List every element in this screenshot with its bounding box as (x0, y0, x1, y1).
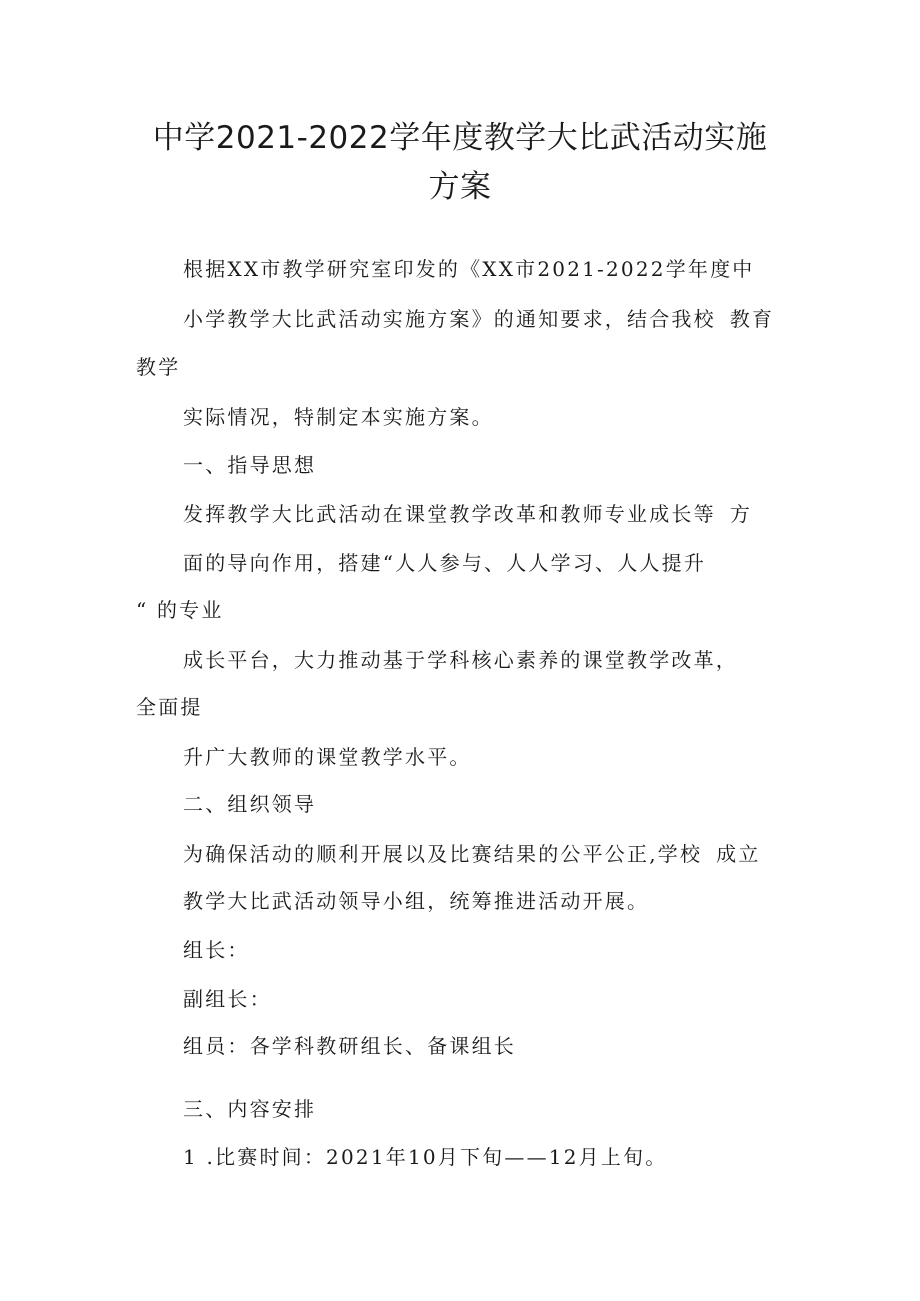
paragraph-line: 教学大比武活动领导小组，统筹推进活动开展。 (183, 889, 650, 913)
section-heading: 三、内容安排 (183, 1097, 317, 1121)
paragraph-line: 成长平台，大力推动基于学科核心素养的课堂教学改革， (183, 648, 738, 672)
paragraph-line: “ 的专业 (136, 598, 224, 622)
paragraph-line: 组员：各学科教研组长、备课组长 (183, 1034, 516, 1058)
section-heading: 一、指导思想 (183, 453, 317, 477)
paragraph-line: 1 .比赛时间：2021年10月下旬——12月上旬。 (183, 1145, 668, 1169)
paragraph-line: 为确保活动的顺利开展以及比赛结果的公平公正,学校 成立 (183, 842, 761, 866)
paragraph-line: 组长： (183, 938, 250, 962)
document-title-line-1: 中学2021-2022学年度教学大比武活动实施 (152, 120, 768, 156)
paragraph-line: 面的导向作用，搭建“人人参与、人人学习、人人提升 (183, 551, 707, 575)
section-heading: 二、组织领导 (183, 792, 317, 816)
document-title-line-2: 方案 (428, 169, 492, 205)
paragraph-line: 发挥教学大比武活动在课堂教学改革和教师专业成长等 方 (183, 502, 753, 526)
paragraph-line: 根据XX市教学研究室印发的《XX市2021-2022学年度中 (183, 257, 755, 281)
paragraph-line: 全面提 (136, 695, 203, 719)
paragraph-line: 教学 (136, 355, 181, 379)
paragraph-line: 实际情况，特制定本实施方案。 (183, 405, 494, 429)
paragraph-line: 副组长： (183, 987, 272, 1011)
paragraph-line: 小学教学大比武活动实施方案》的通知要求，结合我校 教育 (183, 307, 775, 331)
paragraph-line: 升广大教师的课堂教学水平。 (183, 745, 472, 769)
